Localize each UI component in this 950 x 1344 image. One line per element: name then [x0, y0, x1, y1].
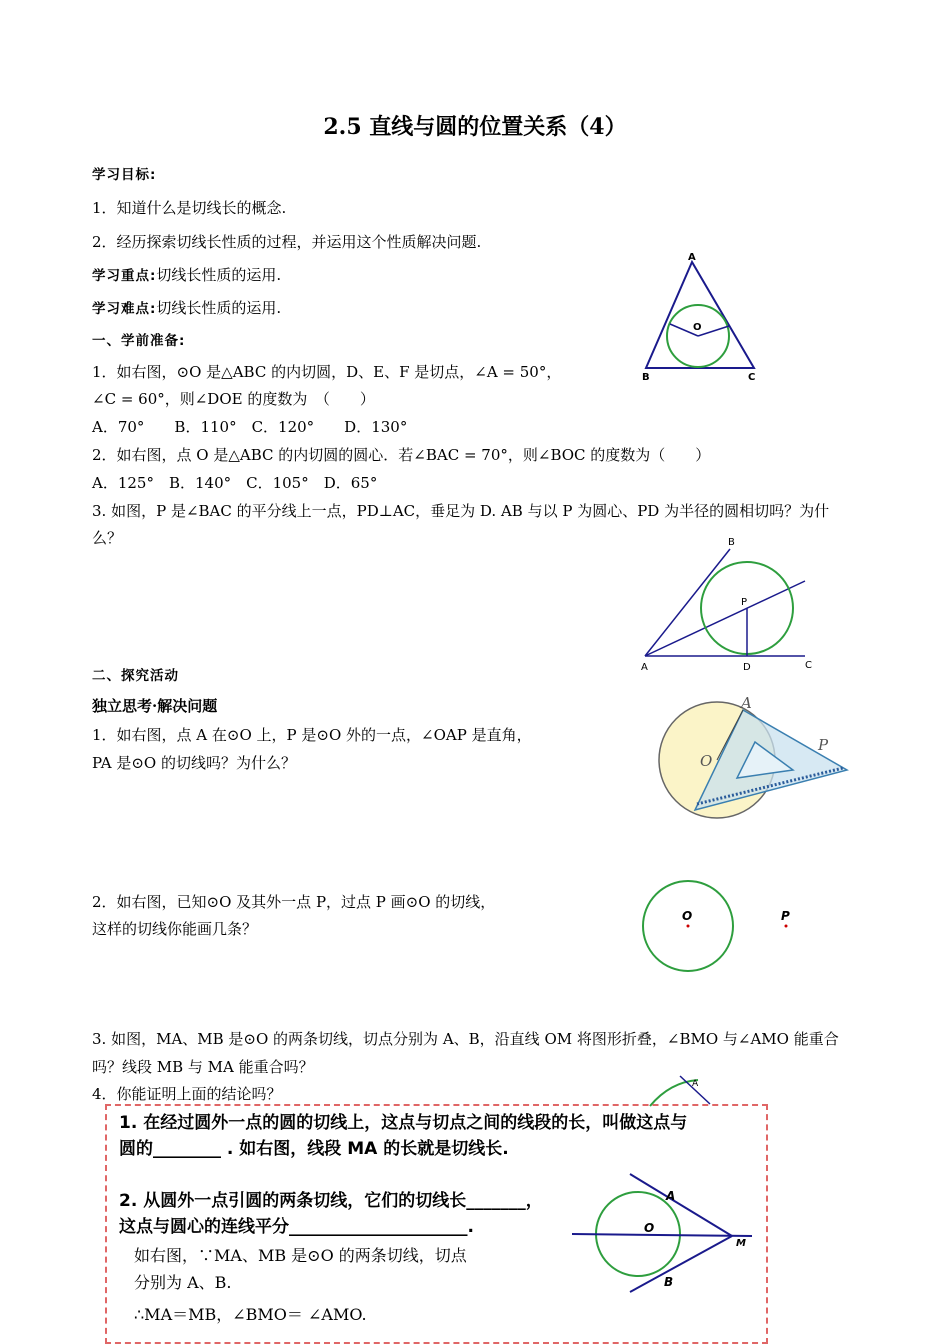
definition-line-2: 圆的________ . 如右图，线段 MA 的长就是切线长. — [119, 1139, 509, 1159]
activity-4-line: 4．你能证明上面的结论吗？ — [92, 1085, 282, 1103]
tangent-mb — [630, 1236, 732, 1292]
difficulty-text: 切线长性质的运用. — [156, 299, 282, 317]
example-line-3: ∴MA＝MB，∠BMO＝ ∠AMO. — [134, 1305, 367, 1324]
activity-2-line-1: 2．如右图，已知⊙O 及其外一点 P，过点 P 画⊙O 的切线， — [92, 893, 496, 911]
figure-angle-bisector-circle — [635, 535, 825, 675]
triangle-abc — [646, 262, 754, 368]
figure-circle-external-point — [640, 878, 810, 978]
label-o: O — [644, 1221, 655, 1235]
activity-3-line-1: 3. 如图，MA、MB 是⊙O 的两条切线，切点分别为 A、B，沿直线 OM 将图形折叠，∠BMO 与∠AMO 能重合 — [92, 1030, 839, 1048]
label-o: O — [693, 322, 702, 333]
property-line-2: 这点与圆心的连线平分_____________________. — [119, 1217, 474, 1237]
bisector — [645, 581, 805, 656]
goals-heading: 学习目标: — [92, 167, 157, 183]
question-3-line-1: 3. 如图，P 是∠BAC 的平分线上一点，PD⊥AC，垂足为 D. AB 与以 P 为圆心、PD 为半径的圆相切吗？为什 — [92, 502, 830, 520]
partial-circle — [650, 1080, 698, 1106]
label-m: M — [736, 1238, 746, 1249]
key-text: 切线长性质的运用. — [156, 266, 282, 284]
label-a: A — [688, 252, 696, 263]
question-2-line-1: 2．如右图，点 O 是△ABC 的内切圆的圆心．若∠BAC = 70°，则∠BOC 的度数为（ ） — [92, 446, 711, 464]
sub-heading: 独立思考·解决问题 — [92, 697, 218, 715]
point-p-dot — [785, 925, 788, 928]
difficulty-point — [92, 298, 281, 319]
label-a: A — [666, 1189, 676, 1203]
activity-2-line-2: 这样的切线你能画几条？ — [92, 920, 258, 938]
label-o: O — [682, 909, 693, 923]
difficulty-label: 学习难点: — [92, 301, 157, 317]
activity-3-line-2: 吗？线段 MB 与 MA 能重合吗？ — [92, 1058, 314, 1076]
definition-line-1: 1. 在经过圆外一点的圆的切线上，这点与切点之间的线段的长，叫做这点与 — [119, 1113, 688, 1133]
figure-set-square — [655, 692, 855, 822]
label-a: A — [692, 1079, 699, 1089]
figure-two-tangents — [572, 1170, 757, 1298]
goal-1: 1．知道什么是切线长的概念. — [92, 199, 287, 217]
label-p: P — [818, 736, 829, 754]
label-a: A — [641, 662, 648, 673]
ray-ab — [645, 549, 730, 656]
figure-incircle-triangle — [630, 250, 770, 390]
goal-2: 2．经历探索切线长性质的过程，并运用这个性质解决问题. — [92, 233, 482, 251]
label-b: B — [642, 372, 650, 383]
example-line-1: 如右图，∵MA、MB 是⊙O 的两条切线，切点 — [134, 1246, 467, 1265]
question-1-line-2: ∠C = 60°，则∠DOE 的度数为 （ ） — [92, 390, 375, 408]
label-a: A — [741, 694, 752, 712]
example-line-2: 分别为 A、B. — [134, 1273, 232, 1292]
activity-1-line-1: 1．如右图，点 A 在⊙O 上，P 是⊙O 外的一点，∠OAP 是直角， — [92, 726, 532, 744]
label-b: B — [664, 1275, 674, 1289]
label-d: D — [743, 662, 751, 673]
key-label: 学习重点: — [92, 268, 157, 284]
definition-box — [105, 1104, 768, 1344]
section-2-heading: 二、探究活动 — [92, 668, 179, 684]
label-p: P — [781, 909, 790, 923]
figure-tangent-partial — [640, 1068, 730, 1108]
center-dot — [687, 925, 690, 928]
question-3-line-2: 么？ — [92, 529, 123, 547]
question-1-options: A．70° B．110° C．120° D．130° — [92, 418, 408, 436]
property-line-1: 2. 从圆外一点引圆的两条切线，它们的切线长_______， — [119, 1191, 543, 1211]
label-c: C — [805, 660, 812, 671]
question-1-line-1: 1．如右图，⊙O 是△ABC 的内切圆，D、E、F 是切点，∠A = 50°， — [92, 363, 562, 381]
key-point — [92, 265, 281, 286]
radius-oe — [698, 326, 729, 336]
section-1-heading: 一、学前准备: — [92, 333, 186, 349]
question-2-options: A．125° B．140° C．105° D．65° — [92, 474, 378, 492]
label-o: O — [700, 752, 713, 770]
activity-1-line-2: PA 是⊙O 的切线吗？为什么？ — [92, 754, 296, 772]
label-p: P — [741, 597, 748, 608]
label-b: B — [728, 537, 735, 548]
label-c: C — [748, 372, 756, 383]
line-om — [572, 1234, 752, 1236]
page-title: 2.5 直线与圆的位置关系（4） — [323, 114, 627, 140]
